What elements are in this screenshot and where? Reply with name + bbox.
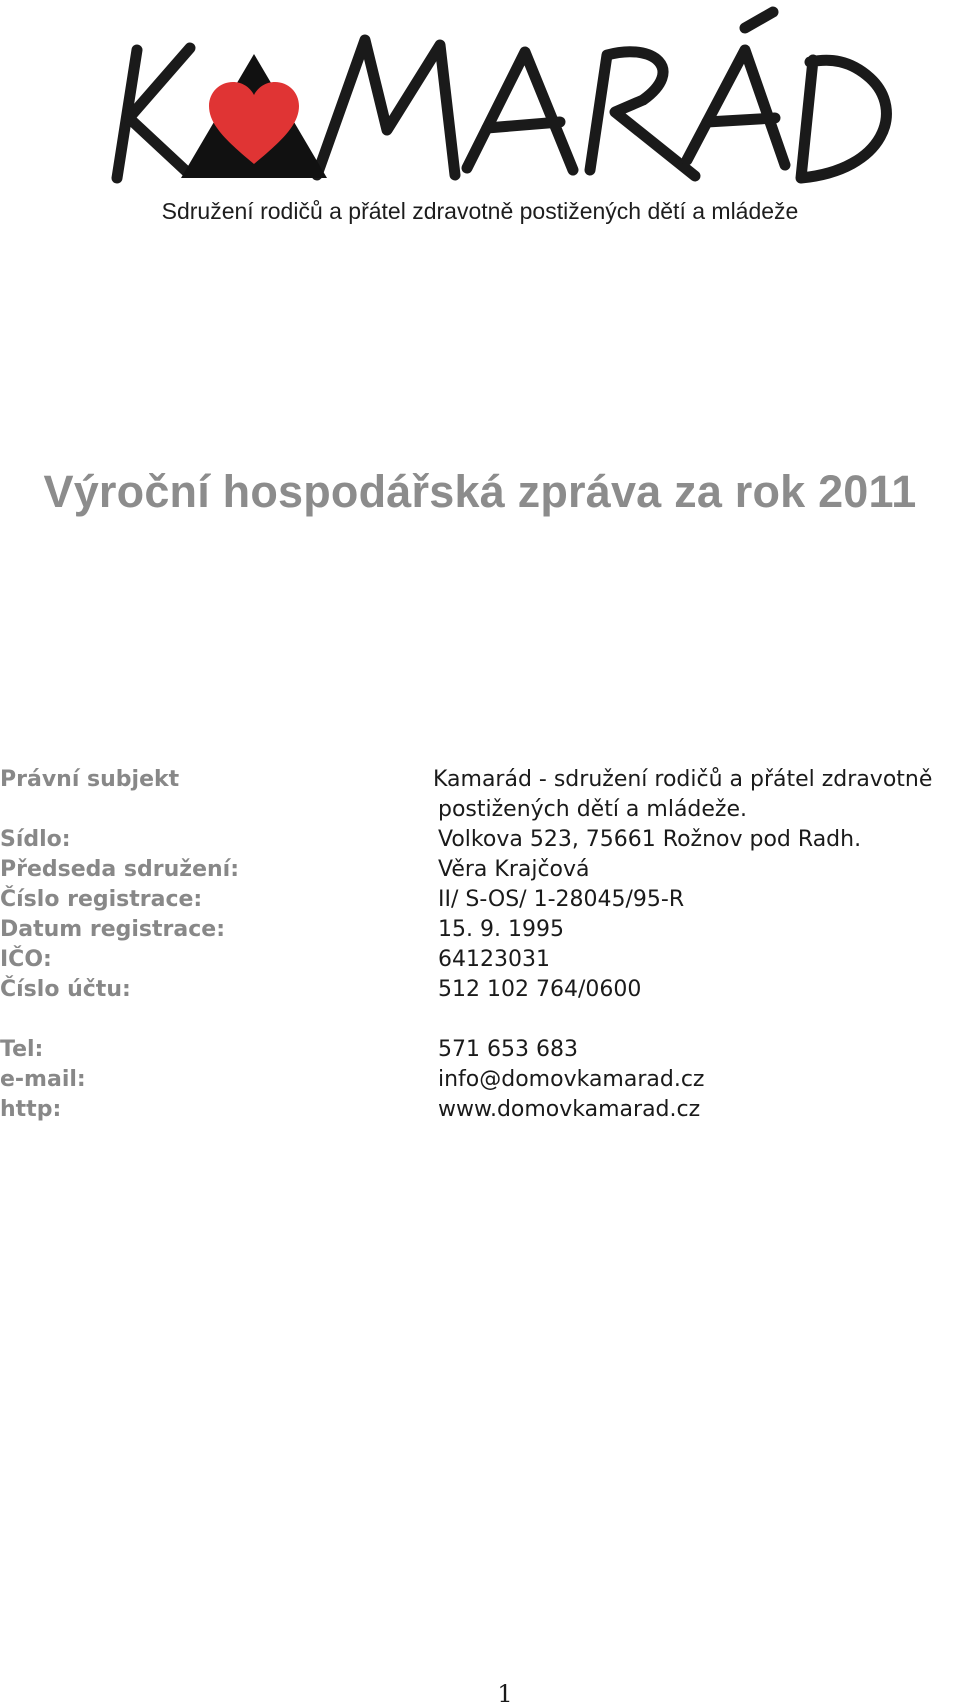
info-label: Sídlo: [0, 827, 71, 852]
page-number: 1 [497, 1680, 513, 1708]
info-label: e-mail: [0, 1067, 86, 1092]
info-value: Kamarád - sdružení rodičů a přátel zdravotně [433, 767, 933, 792]
logo-letter-a1 [467, 52, 573, 170]
info-value: Věra Krajčová [438, 857, 590, 882]
info-row-email [0, 1065, 960, 1095]
info-label: Předseda sdružení: [0, 857, 239, 882]
logo-letter-d [801, 60, 886, 178]
info-row-registration-date [0, 915, 960, 945]
info-value: 571 653 683 [438, 1037, 578, 1062]
info-row-website [0, 1095, 960, 1125]
organization-subtitle: Sdružení rodičů a přátel zdravotně postižených dětí a mládeže [161, 198, 799, 224]
kamarad-logo [95, 0, 915, 195]
info-row-registration-number [0, 885, 960, 915]
info-label: Číslo registrace: [0, 887, 203, 912]
info-value: 64123031 [438, 947, 550, 972]
info-row-chairman [0, 855, 960, 885]
info-value: II/ S-OS/ 1-28045/95-R [438, 887, 685, 912]
info-row-phone [0, 1035, 960, 1065]
info-row-ico [0, 945, 960, 975]
info-value: 15. 9. 1995 [438, 917, 564, 942]
report-title: Výroční hospodářská zpráva za rok 2011 [43, 466, 917, 517]
info-row-account-number [0, 975, 960, 1005]
logo-letter-a2 [687, 50, 785, 165]
info-label: Číslo účtu: [0, 977, 131, 1002]
info-label: IČO: [0, 947, 52, 972]
info-row-legal-entity-cont [0, 795, 960, 825]
logo-letter-m [317, 40, 455, 175]
info-value-continuation: postižených dětí a mládeže. [438, 797, 748, 822]
info-value: Volkova 523, 75661 Rožnov pod Radh. [438, 827, 862, 852]
info-label: Datum registrace: [0, 917, 225, 942]
info-label: http: [0, 1097, 62, 1122]
info-label: Právní subjekt [0, 767, 180, 792]
info-value: 512 102 764/0600 [438, 977, 642, 1002]
info-label: Tel: [0, 1037, 44, 1062]
logo-letter-r [590, 52, 695, 176]
info-value-email[interactable]: info@domovkamarad.cz [438, 1067, 705, 1092]
info-row-legal-entity [0, 765, 960, 795]
info-row-seat [0, 825, 960, 855]
info-value-website[interactable]: www.domovkamarad.cz [438, 1097, 701, 1122]
